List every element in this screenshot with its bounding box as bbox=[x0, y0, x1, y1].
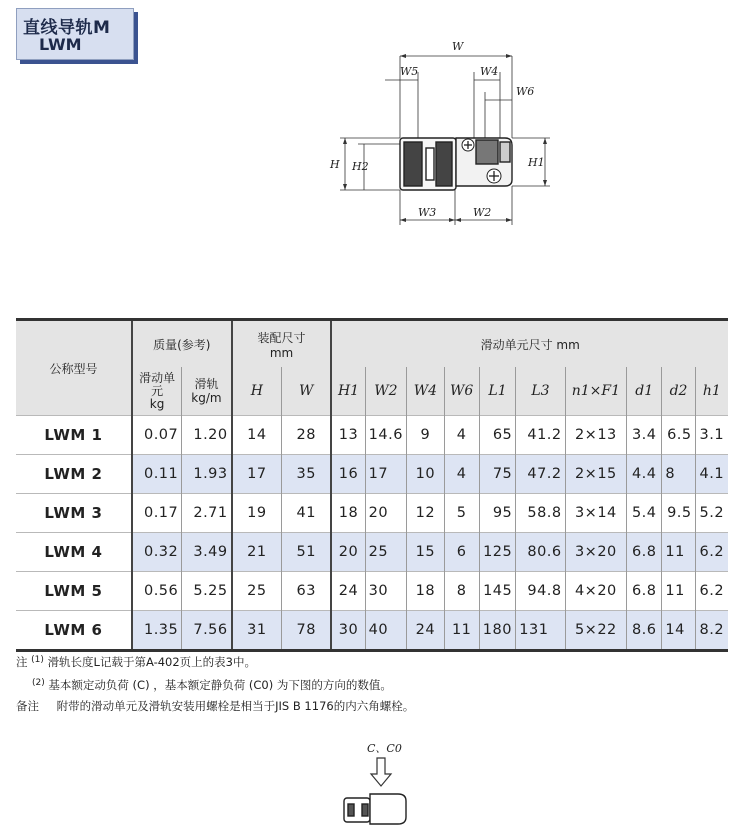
col-W6: W6 bbox=[444, 367, 479, 416]
cell-nF1: 2×13 bbox=[565, 416, 626, 455]
notes-block bbox=[16, 650, 414, 717]
cell-L3: 131 bbox=[516, 611, 565, 651]
remark: 备注 附带的滑动单元及滑轨安装用螺栓是相当于JIS B 1176的内六角螺栓。 bbox=[16, 699, 415, 713]
table-row bbox=[16, 494, 728, 533]
cell-h1: 3.1 bbox=[695, 416, 728, 455]
dim-H: H bbox=[330, 158, 340, 171]
col-W: W bbox=[282, 367, 332, 416]
cell-L1: 180 bbox=[479, 611, 515, 651]
col-mass-block: 滑动单元 kg bbox=[132, 367, 182, 416]
cell-W4: 10 bbox=[407, 455, 444, 494]
col-d2: d2 bbox=[662, 367, 695, 416]
cell-h1: 6.2 bbox=[695, 572, 728, 611]
cell-W2: 17 bbox=[365, 455, 407, 494]
dim-W5: W5 bbox=[400, 65, 419, 78]
cell-W6: 4 bbox=[444, 455, 479, 494]
note-1: 注 $^{(1)}$ 滑轨长度L记载于第A-402页上的表3中。 bbox=[16, 655, 256, 669]
col-nF1: n1×F1 bbox=[565, 367, 626, 416]
dim-H1: H1 bbox=[528, 156, 545, 169]
cell-W: 78 bbox=[282, 611, 332, 651]
cell-rail-kgm: 1.93 bbox=[182, 455, 232, 494]
cell-rail-kgm: 7.56 bbox=[182, 611, 232, 651]
cell-W4: 18 bbox=[407, 572, 444, 611]
cell-W4: 24 bbox=[407, 611, 444, 651]
dim-W4: W4 bbox=[480, 65, 499, 78]
cell-model: LWM 4 bbox=[16, 533, 132, 572]
cell-L1: 95 bbox=[479, 494, 515, 533]
table-row bbox=[16, 455, 728, 494]
cell-H: 19 bbox=[232, 494, 282, 533]
cell-W: 41 bbox=[282, 494, 332, 533]
spec-table bbox=[16, 318, 728, 652]
table-row bbox=[16, 572, 728, 611]
cell-rail-kgm: 2.71 bbox=[182, 494, 232, 533]
cell-d2: 8 bbox=[662, 455, 695, 494]
cell-H: 17 bbox=[232, 455, 282, 494]
col-block-dims: 滑动单元尺寸 mm bbox=[331, 320, 728, 368]
cell-rail-kgm: 5.25 bbox=[182, 572, 232, 611]
cell-H: 14 bbox=[232, 416, 282, 455]
cell-W6: 5 bbox=[444, 494, 479, 533]
section-subtitle: LWM bbox=[39, 35, 82, 54]
cell-h1: 6.2 bbox=[695, 533, 728, 572]
cell-H: 25 bbox=[232, 572, 282, 611]
cell-block-kg: 0.17 bbox=[132, 494, 182, 533]
cell-H: 31 bbox=[232, 611, 282, 651]
cell-block-kg: 0.56 bbox=[132, 572, 182, 611]
section-title: 直线导轨M bbox=[23, 18, 111, 38]
block-profile-icon bbox=[344, 794, 406, 824]
cell-W: 35 bbox=[282, 455, 332, 494]
cell-H1: 16 bbox=[331, 455, 365, 494]
table-row bbox=[16, 416, 728, 455]
cell-d1: 3.4 bbox=[627, 416, 662, 455]
col-H1: H1 bbox=[331, 367, 365, 416]
dim-W: W bbox=[452, 40, 464, 53]
dim-W6: W6 bbox=[516, 85, 535, 98]
table-row bbox=[16, 611, 728, 651]
cell-L1: 65 bbox=[479, 416, 515, 455]
cell-rail-kgm: 3.49 bbox=[182, 533, 232, 572]
cell-W6: 6 bbox=[444, 533, 479, 572]
cell-d1: 6.8 bbox=[627, 572, 662, 611]
cell-W4: 15 bbox=[407, 533, 444, 572]
cell-L3: 47.2 bbox=[516, 455, 565, 494]
cell-d1: 8.6 bbox=[627, 611, 662, 651]
table-row bbox=[16, 533, 728, 572]
dim-W2: W2 bbox=[473, 206, 492, 219]
col-L1: L1 bbox=[479, 367, 515, 416]
cell-d2: 9.5 bbox=[662, 494, 695, 533]
cell-nF1: 3×14 bbox=[565, 494, 626, 533]
col-H: H bbox=[232, 367, 282, 416]
cell-model: LWM 6 bbox=[16, 611, 132, 651]
cell-h1: 8.2 bbox=[695, 611, 728, 651]
cell-d2: 6.5 bbox=[662, 416, 695, 455]
cell-H1: 18 bbox=[331, 494, 365, 533]
cell-h1: 5.2 bbox=[695, 494, 728, 533]
cell-block-kg: 0.32 bbox=[132, 533, 182, 572]
cell-W6: 8 bbox=[444, 572, 479, 611]
cell-L1: 125 bbox=[479, 533, 515, 572]
col-mass: 质量(参考) bbox=[132, 320, 232, 368]
cell-nF1: 2×15 bbox=[565, 455, 626, 494]
cell-W: 28 bbox=[282, 416, 332, 455]
dimension-drawing bbox=[0, 30, 739, 270]
cell-H1: 30 bbox=[331, 611, 365, 651]
cell-W6: 11 bbox=[444, 611, 479, 651]
col-d1: d1 bbox=[627, 367, 662, 416]
cell-W: 51 bbox=[282, 533, 332, 572]
cell-d1: 6.8 bbox=[627, 533, 662, 572]
cell-nF1: 4×20 bbox=[565, 572, 626, 611]
col-mass-rail: 滑轨 kg/m bbox=[182, 367, 232, 416]
cell-d1: 4.4 bbox=[627, 455, 662, 494]
cell-L3: 58.8 bbox=[516, 494, 565, 533]
note-2: $^{(2)}$ 基本额定动负荷 (C) ，基本额定静负荷 (C0) 为下图的方向的数值。 bbox=[32, 678, 392, 692]
cell-model: LWM 5 bbox=[16, 572, 132, 611]
cell-L1: 145 bbox=[479, 572, 515, 611]
cell-L3: 41.2 bbox=[516, 416, 565, 455]
cell-d2: 14 bbox=[662, 611, 695, 651]
cell-W2: 20 bbox=[365, 494, 407, 533]
cell-W4: 12 bbox=[407, 494, 444, 533]
cell-H1: 20 bbox=[331, 533, 365, 572]
load-direction-diagram bbox=[322, 734, 442, 834]
col-W4: W4 bbox=[407, 367, 444, 416]
load-label: C、C0 bbox=[367, 742, 402, 755]
cell-model: LWM 3 bbox=[16, 494, 132, 533]
col-assembly: 装配尺寸 mm bbox=[232, 320, 332, 368]
cell-nF1: 3×20 bbox=[565, 533, 626, 572]
cell-W4: 9 bbox=[407, 416, 444, 455]
col-L3: L3 bbox=[516, 367, 565, 416]
cell-W: 63 bbox=[282, 572, 332, 611]
cell-model: LWM 2 bbox=[16, 455, 132, 494]
cell-L3: 94.8 bbox=[516, 572, 565, 611]
dim-H2: H2 bbox=[352, 160, 369, 173]
cell-d2: 11 bbox=[662, 533, 695, 572]
cell-H1: 13 bbox=[331, 416, 365, 455]
cell-L3: 80.6 bbox=[516, 533, 565, 572]
cell-W2: 25 bbox=[365, 533, 407, 572]
cell-rail-kgm: 1.20 bbox=[182, 416, 232, 455]
cell-W2: 14.6 bbox=[365, 416, 407, 455]
cell-H1: 24 bbox=[331, 572, 365, 611]
cell-nF1: 5×22 bbox=[565, 611, 626, 651]
cell-d2: 11 bbox=[662, 572, 695, 611]
cell-block-kg: 0.07 bbox=[132, 416, 182, 455]
cell-model: LWM 1 bbox=[16, 416, 132, 455]
cell-h1: 4.1 bbox=[695, 455, 728, 494]
cell-H: 21 bbox=[232, 533, 282, 572]
col-model: 公称型号 bbox=[16, 320, 132, 416]
cell-L1: 75 bbox=[479, 455, 515, 494]
col-W2: W2 bbox=[365, 367, 407, 416]
dim-W3: W3 bbox=[418, 206, 437, 219]
cell-block-kg: 0.11 bbox=[132, 455, 182, 494]
cell-W2: 40 bbox=[365, 611, 407, 651]
cell-W6: 4 bbox=[444, 416, 479, 455]
cell-d1: 5.4 bbox=[627, 494, 662, 533]
cell-W2: 30 bbox=[365, 572, 407, 611]
cell-block-kg: 1.35 bbox=[132, 611, 182, 651]
down-arrow-icon bbox=[371, 758, 391, 786]
col-h1: h1 bbox=[695, 367, 728, 416]
